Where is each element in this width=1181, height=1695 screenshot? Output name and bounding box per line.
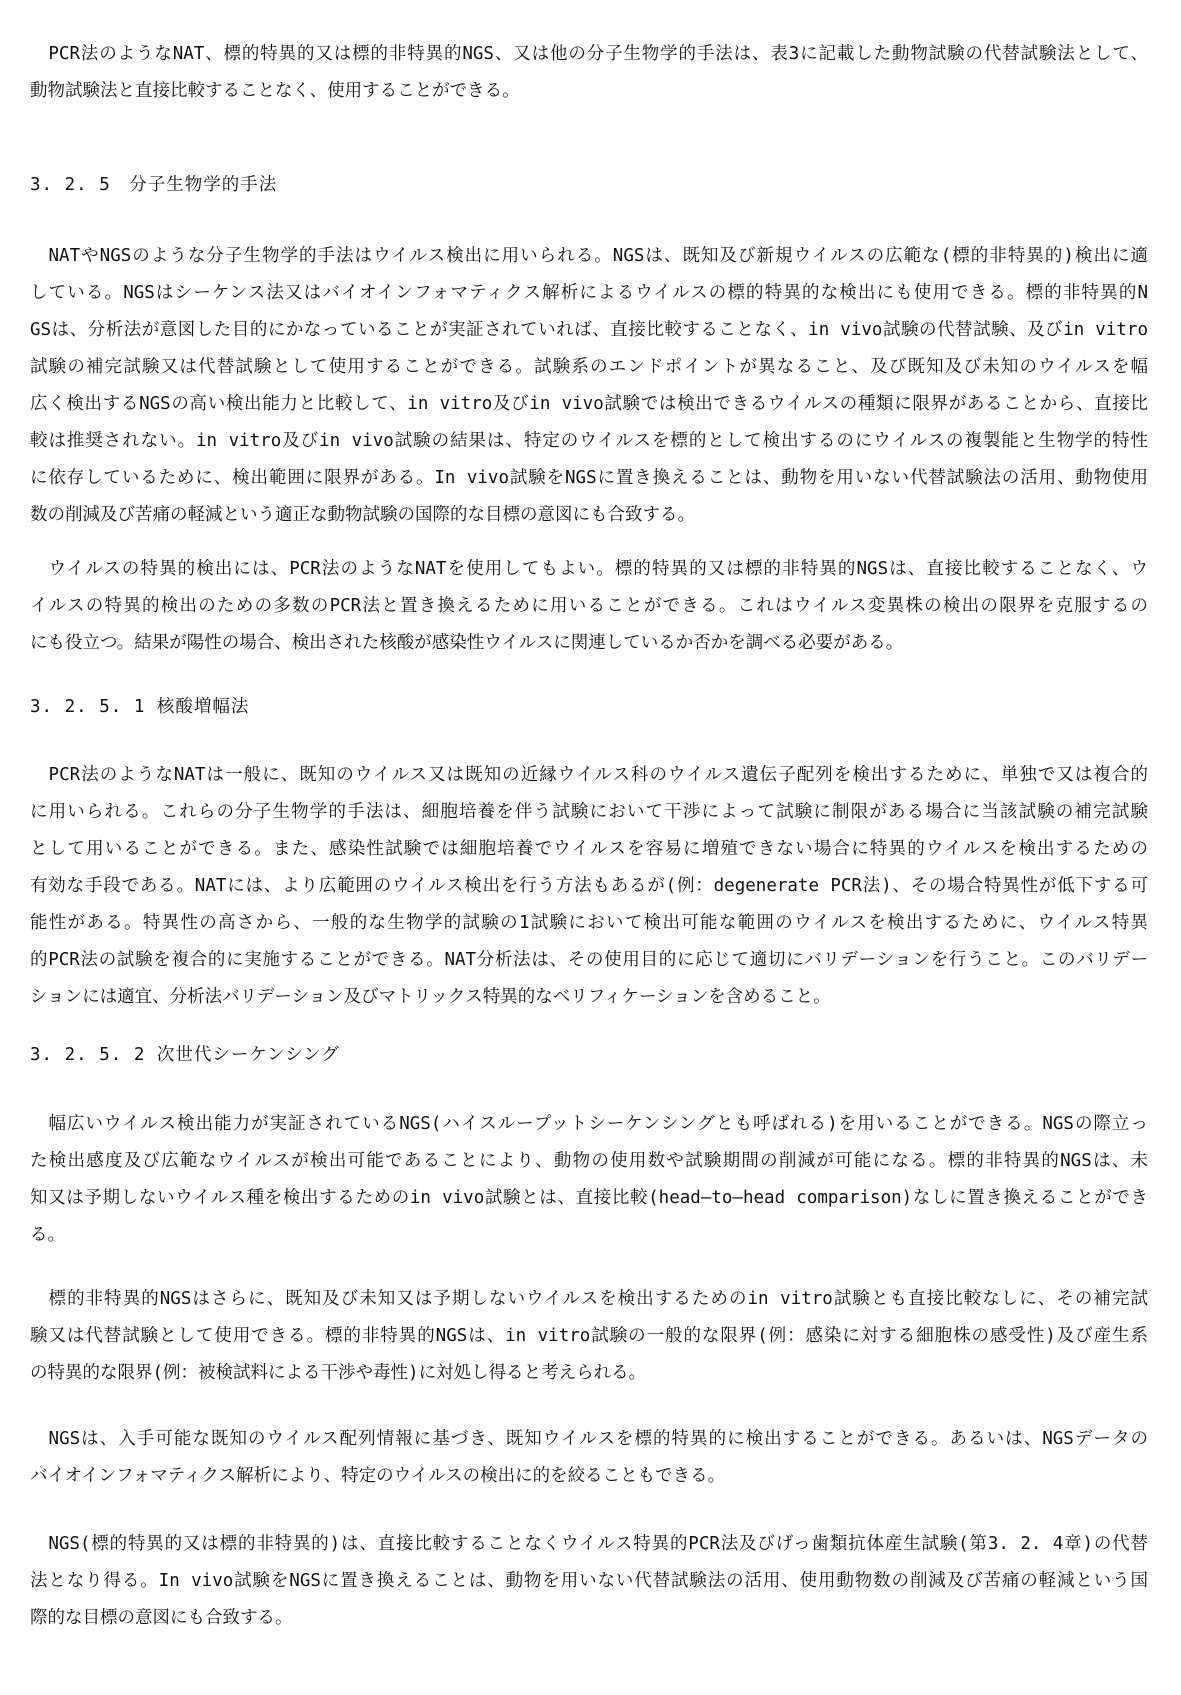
text-line: GSは、分析法が意図した目的にかなっていることが実証されていれば、直接比較することなく、in vivo試験の代替試験、及びin vitro	[30, 320, 1148, 340]
paragraph-molecular-methods	[30, 238, 1148, 534]
text-line: る。	[30, 1225, 65, 1245]
paragraph-nat	[30, 757, 1148, 1016]
section-heading-3-2-5	[30, 167, 1148, 204]
text-line: 試験の補完試験又は代替試験として使用することができる。試験系のエンドポイントが異なること、及び既知及び未知のウイルスを幅	[30, 357, 1148, 377]
paragraph-ngs-replacement	[30, 1526, 1148, 1637]
paragraph-ngs-in-vitro	[30, 1281, 1148, 1392]
text-line: 知又は予期しないウイルス種を検出するためのin vivo試験とは、直接比較(head―to―head comparison)なしに置き換えることができ	[30, 1188, 1148, 1208]
section-heading-3-2-5-2	[30, 1037, 1148, 1074]
text-line: 的PCR法の試験を複合的に実施することができる。NAT分析法は、その使用目的に応じて適切にバリデーションを行うこと。このバリデー	[30, 950, 1148, 970]
text-line: 動物試験法と直接比較することなく、使用することができる。	[30, 81, 520, 101]
paragraph-ngs-overview	[30, 1106, 1148, 1254]
text-line: 能性がある。特異性の高さから、一般的な生物学的試験の1試験において検出可能な範囲のウイルスを検出するために、ウイルス特異	[30, 913, 1148, 933]
text-line: 幅広いウイルス検出能力が実証されているNGS(ハイスループットシーケンシングとも呼ばれる)を用いることができる。NGSの際立っ	[30, 1114, 1148, 1134]
text-line: 数の削減及び苦痛の軽減という適正な動物試験の国際的な目標の意図にも合致する。	[30, 505, 695, 525]
paragraph-ngs-targeted	[30, 1421, 1148, 1495]
text-line: 広く検出するNGSの高い検出能力と比較して、in vitro及びin vivo試験では検出できるウイルスの種類に限界があることから、直接比	[30, 394, 1148, 414]
text-line: ウイルスの特異的検出には、PCR法のようなNATを使用してもよい。標的特異的又は標的非特異的NGSは、直接比較することなく、ウ	[30, 559, 1148, 579]
text-line: ションには適宜、分析法バリデーション及びマトリックス特異的なベリフィケーションを含めること。	[30, 987, 831, 1007]
text-line: PCR法のようなNATは一般に、既知のウイルス又は既知の近縁ウイルス科のウイルス遺伝子配列を検出するために、単独で又は複合的	[30, 765, 1148, 785]
heading-text: 3. 2. 5 分子生物学的手法	[30, 175, 278, 195]
text-line: 法となり得る。In vivo試験をNGSに置き換えることは、動物を用いない代替試験法の活用、使用動物数の削減及び苦痛の軽減という国	[30, 1571, 1148, 1591]
text-line: 較は推奨されない。in vitro及びin vivo試験の結果は、特定のウイルスを標的として検出するのにウイルスの複製能と生物学的特性	[30, 431, 1148, 451]
text-line: の特異的な限界(例：被検試料による干渉や毒性)に対処し得ると考えられる。	[30, 1363, 647, 1383]
text-line: 験又は代替試験として使用できる。標的非特異的NGSは、in vitro試験の一般的な限界(例：感染に対する細胞株の感受性)及び産生系	[30, 1326, 1148, 1346]
text-line: している。NGSはシーケンス法又はバイオインフォマティクス解析によるウイルスの標的特異的な検出にも使用できる。標的非特異的N	[30, 283, 1148, 303]
paragraph-intro	[30, 36, 1148, 110]
heading-text: 3. 2. 5. 1 核酸増幅法	[30, 697, 250, 717]
text-line: 標的非特異的NGSはさらに、既知及び未知又は予期しないウイルスを検出するためのin vitro試験とも直接比較なしに、その補完試	[30, 1289, 1148, 1309]
text-line: に依存しているために、検出範囲に限界がある。In vivo試験をNGSに置き換えることは、動物を用いない代替試験法の活用、動物使用	[30, 468, 1148, 488]
text-line: 際的な目標の意図にも合致する。	[30, 1608, 293, 1628]
section-heading-3-2-5-1	[30, 689, 1148, 726]
text-line: た検出感度及び広範なウイルスが検出可能であることにより、動物の使用数や試験期間の削減が可能になる。標的非特異的NGSは、未	[30, 1151, 1148, 1171]
text-line: バイオインフォマティクス解析により、特定のウイルスの検出に的を絞ることもできる。	[30, 1466, 726, 1486]
heading-text: 3. 2. 5. 2 次世代シーケンシング	[30, 1045, 340, 1065]
text-line: NATやNGSのような分子生物学的手法はウイルス検出に用いられる。NGSは、既知及び新規ウイルスの広範な(標的非特異的)検出に適	[30, 246, 1148, 266]
text-line: イルスの特異的検出のための多数のPCR法と置き換えるために用いることができる。これはウイルス変異株の検出の限界を克服するの	[30, 596, 1148, 616]
text-line: として用いることができる。また、感染性試験では細胞培養でウイルスを容易に増殖できない場合に特異的ウイルスを検出するための	[30, 839, 1148, 859]
paragraph-specific-detection	[30, 551, 1148, 662]
text-line: 有効な手段である。NATには、より広範囲のウイルス検出を行う方法もあるが(例：degenerate PCR法)、その場合特異性が低下する可	[30, 876, 1148, 896]
text-line: NGS(標的特異的又は標的非特異的)は、直接比較することなくウイルス特異的PCR法及びげっ歯類抗体産生試験(第3. 2. 4章)の代替	[30, 1534, 1148, 1554]
text-line: NGSは、入手可能な既知のウイルス配列情報に基づき、既知ウイルスを標的特異的に検出することができる。あるいは、NGSデータの	[30, 1429, 1148, 1449]
text-line: に用いられる。これらの分子生物学的手法は、細胞培養を伴う試験において干渉によって試験に制限がある場合に当該試験の補完試験	[30, 802, 1148, 822]
text-line: PCR法のようなNAT、標的特異的又は標的非特異的NGS、又は他の分子生物学的手法は、表3に記載した動物試験の代替試験法として、	[30, 44, 1148, 64]
text-line: にも役立つ。結果が陽性の場合、検出された核酸が感染性ウイルスに関連しているか否かを調べる必要がある。	[30, 633, 904, 653]
